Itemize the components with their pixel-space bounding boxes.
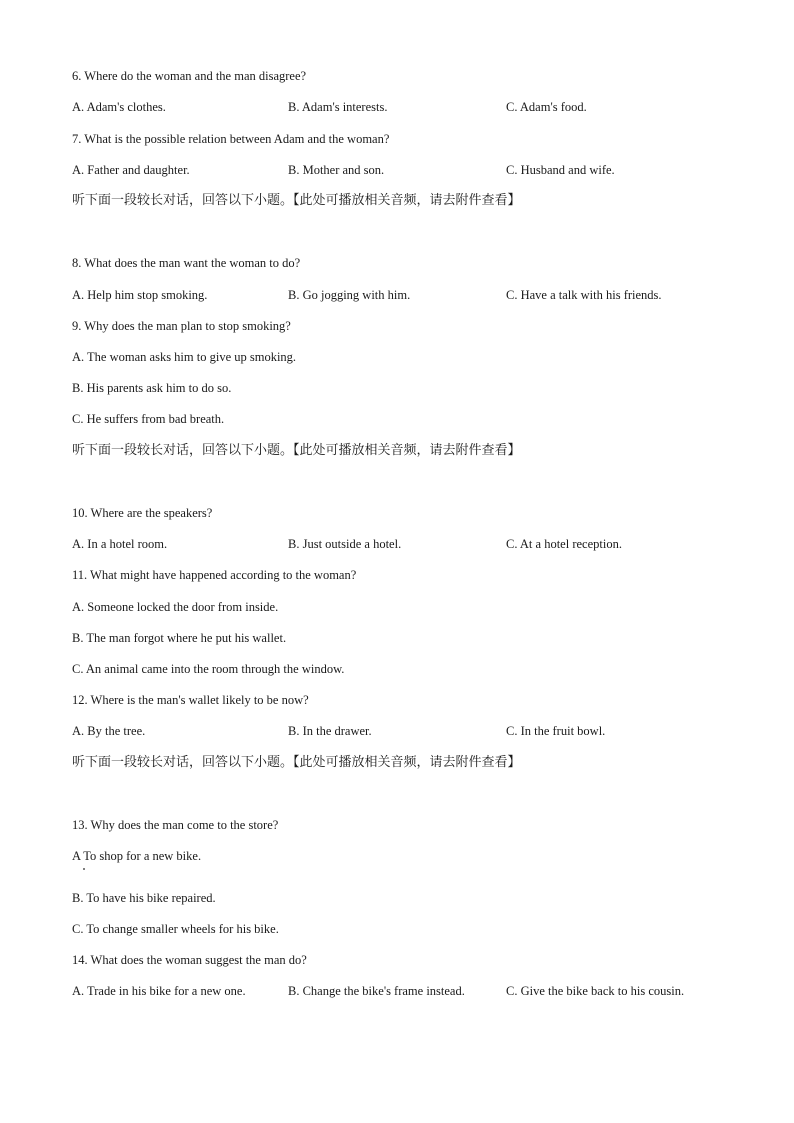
options-7	[72, 162, 752, 178]
option-c: C. An animal came into the room through the window.	[72, 662, 345, 676]
options-14	[72, 983, 752, 999]
stray-mark	[83, 868, 85, 870]
option-a: A. In a hotel room.	[72, 537, 168, 551]
option-a: A. Help him stop smoking.	[72, 288, 208, 302]
options-6	[72, 99, 752, 115]
listening-instruction: 听下面一段较长对话，回答以下小题。【此处可播放相关音频，请去附件查看】	[72, 443, 521, 458]
option-b: B. To have his bike repaired.	[72, 891, 216, 905]
listening-instruction: 听下面一段较长对话，回答以下小题。【此处可播放相关音频，请去附件查看】	[72, 193, 521, 208]
option-b: B. Adam's interests.	[288, 100, 388, 114]
option-a: A. Father and daughter.	[72, 163, 190, 177]
option-c: C. In the fruit bowl.	[506, 724, 606, 738]
option-b: B. Mother and son.	[288, 163, 385, 177]
listening-instruction: 听下面一段较长对话，回答以下小题。【此处可播放相关音频，请去附件查看】	[72, 755, 521, 770]
option-a: A. The woman asks him to give up smoking.	[72, 350, 297, 364]
option-a: A. Someone locked the door from inside.	[72, 600, 279, 614]
option-a: A To shop for a new bike.	[72, 849, 202, 863]
question-14: 14. What does the woman suggest the man do?	[72, 953, 307, 967]
question-6: 6. Where do the woman and the man disagree?	[72, 69, 307, 83]
option-b: B. The man forgot where he put his wallet.	[72, 631, 287, 645]
option-c: C. At a hotel reception.	[506, 537, 622, 551]
option-c: C. He suffers from bad breath.	[72, 412, 225, 426]
question-7: 7. What is the possible relation between Adam and the woman?	[72, 132, 390, 146]
option-b: B. Go jogging with him.	[288, 288, 411, 302]
option-a: A. By the tree.	[72, 724, 146, 738]
question-12: 12. Where is the man's wallet likely to be now?	[72, 693, 309, 707]
option-b: B. Just outside a hotel.	[288, 537, 402, 551]
option-c: C. To change smaller wheels for his bike.	[72, 922, 279, 936]
question-10: 10. Where are the speakers?	[72, 506, 213, 520]
option-c: C. Give the bike back to his cousin.	[506, 984, 685, 998]
question-9: 9. Why does the man plan to stop smoking?	[72, 319, 291, 333]
option-a: A. Trade in his bike for a new one.	[72, 984, 246, 998]
option-b: B. His parents ask him to do so.	[72, 381, 232, 395]
question-8: 8. What does the man want the woman to do?	[72, 256, 301, 270]
option-c: C. Adam's food.	[506, 100, 587, 114]
options-12	[72, 723, 752, 739]
option-c: C. Husband and wife.	[506, 163, 615, 177]
options-8	[72, 287, 752, 303]
question-11: 11. What might have happened according to the woman?	[72, 568, 357, 582]
option-b: B. In the drawer.	[288, 724, 372, 738]
option-c: C. Have a talk with his friends.	[506, 288, 662, 302]
option-a: A. Adam's clothes.	[72, 100, 166, 114]
options-10	[72, 536, 752, 552]
option-b: B. Change the bike's frame instead.	[288, 984, 465, 998]
question-13: 13. Why does the man come to the store?	[72, 818, 279, 832]
